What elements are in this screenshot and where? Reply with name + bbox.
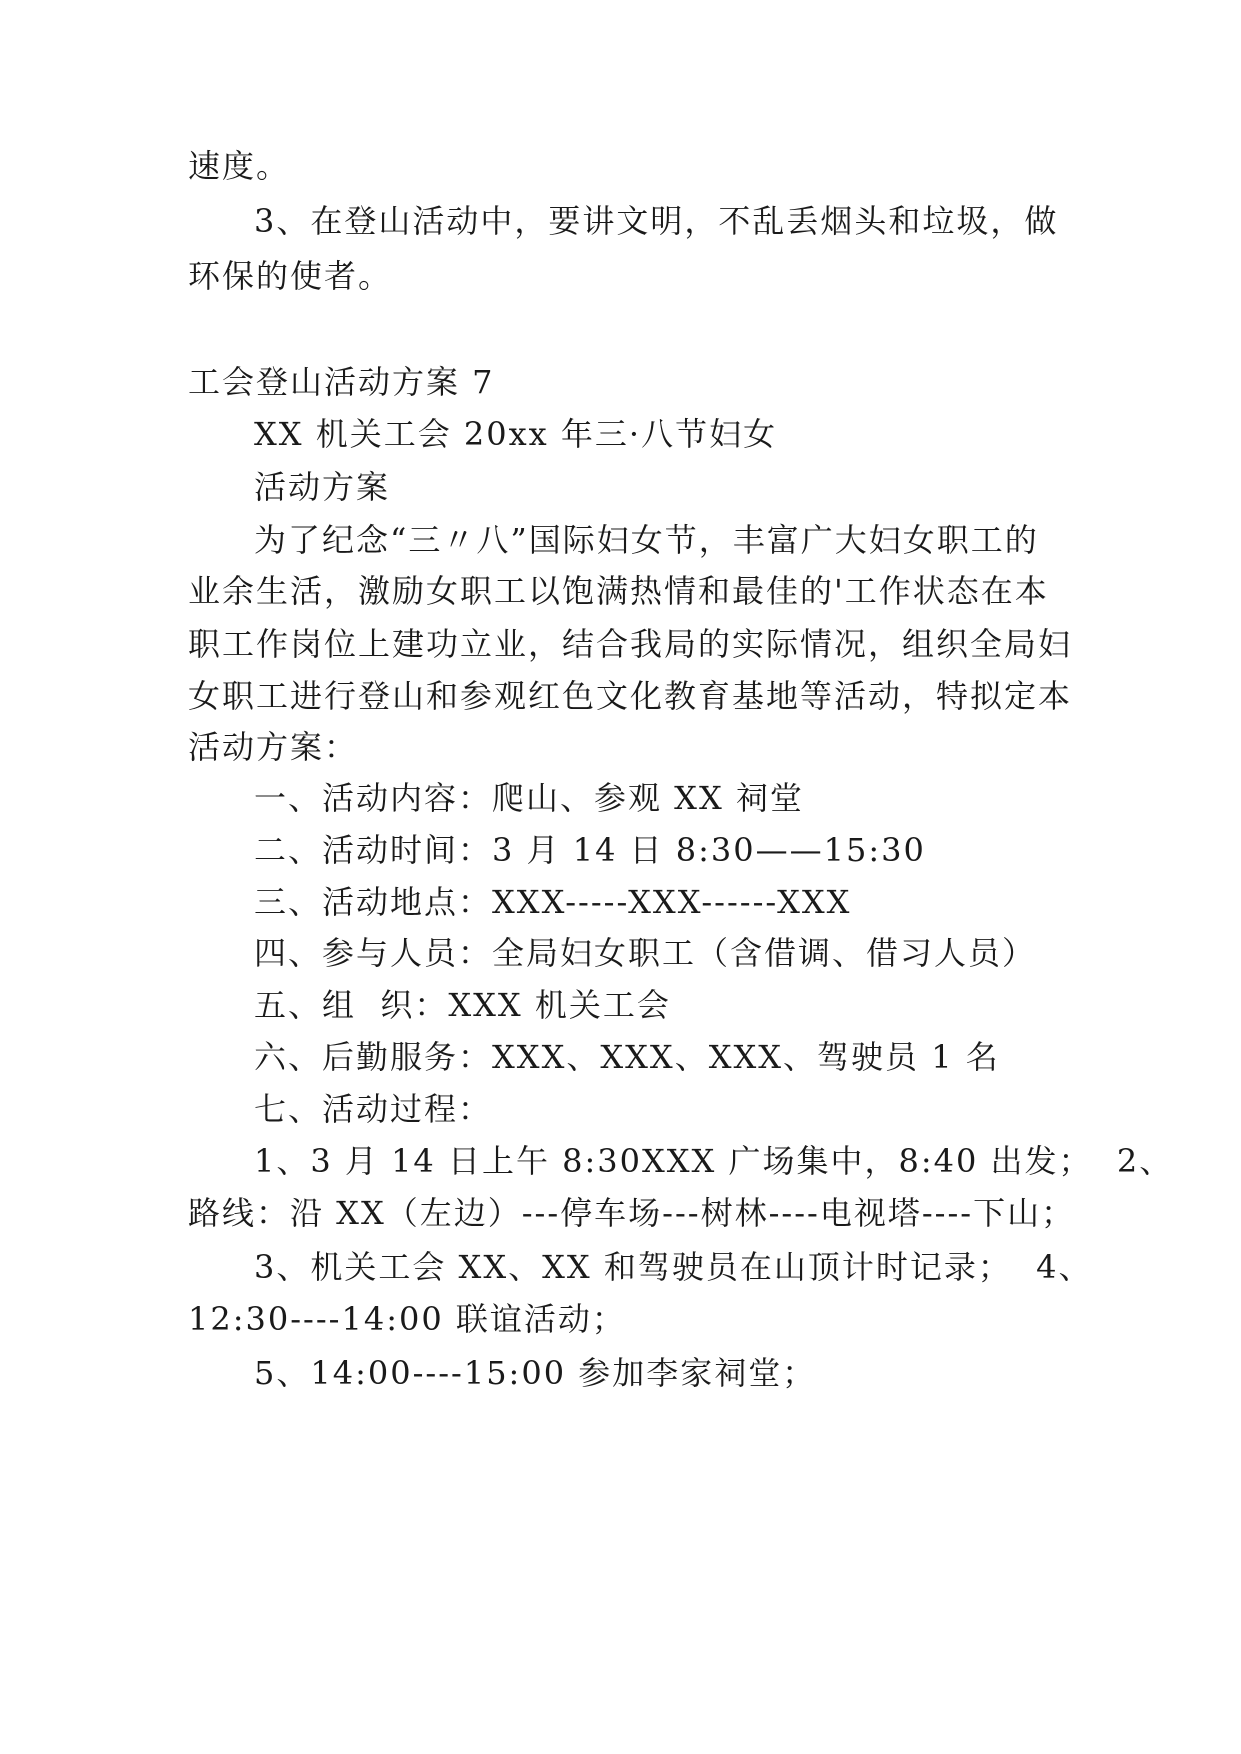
text-line: 5、14:00----15:00 参加李家祠堂； <box>254 1354 817 1392</box>
document-heading: 活动方案 <box>254 468 391 506</box>
text-line: 3、机关工会 XX、XX 和驾驶员在山顶计时记录； 4、 <box>254 1248 1093 1286</box>
list-item: 六、后勤服务：XXX、XXX、XXX、驾驶员 1 名 <box>254 1038 1000 1076</box>
text-line: 环保的使者。 <box>188 257 393 295</box>
text-line: 路线：沿 XX（左边）---停车场---树林----电视塔----下山； <box>188 1194 1076 1232</box>
text-line: 速度。 <box>188 147 291 185</box>
list-item: 二、活动时间：3 月 14 日 8:30——15:30 <box>254 831 926 869</box>
text-line: 业余生活，激励女职工以饱满热情和最佳的'工作状态在本 <box>188 572 1049 610</box>
text-line: 女职工进行登山和参观红色文化教育基地等活动，特拟定本 <box>188 677 1073 715</box>
text-line: 12:30----14:00 联谊活动； <box>188 1300 626 1338</box>
text-line: 1、3 月 14 日上午 8:30XXX 广场集中，8:40 出发； 2、 <box>254 1142 1174 1180</box>
text-line: 职工作岗位上建功立业，结合我局的实际情况，组织全局妇 <box>188 625 1073 663</box>
list-item: 四、参与人员：全局妇女职工（含借调、借习人员） <box>254 934 1037 972</box>
list-item: 五、组 织：XXX 机关工会 <box>254 986 671 1024</box>
document-heading: XX 机关工会 20xx 年三·八节妇女 <box>254 415 778 453</box>
list-item: 三、活动地点：XXX-----XXX------XXX <box>254 883 852 921</box>
text-line: 活动方案： <box>188 728 359 766</box>
section-title: 工会登山活动方案 7 <box>188 363 495 401</box>
text-line: 3、在登山活动中，要讲文明，不乱丢烟头和垃圾，做 <box>254 202 1059 240</box>
text-line: 为了纪念“三〃八”国际妇女节，丰富广大妇女职工的 <box>254 521 1039 559</box>
list-item: 一、活动内容：爬山、参观 XX 祠堂 <box>254 779 804 817</box>
list-item: 七、活动过程： <box>254 1090 493 1128</box>
